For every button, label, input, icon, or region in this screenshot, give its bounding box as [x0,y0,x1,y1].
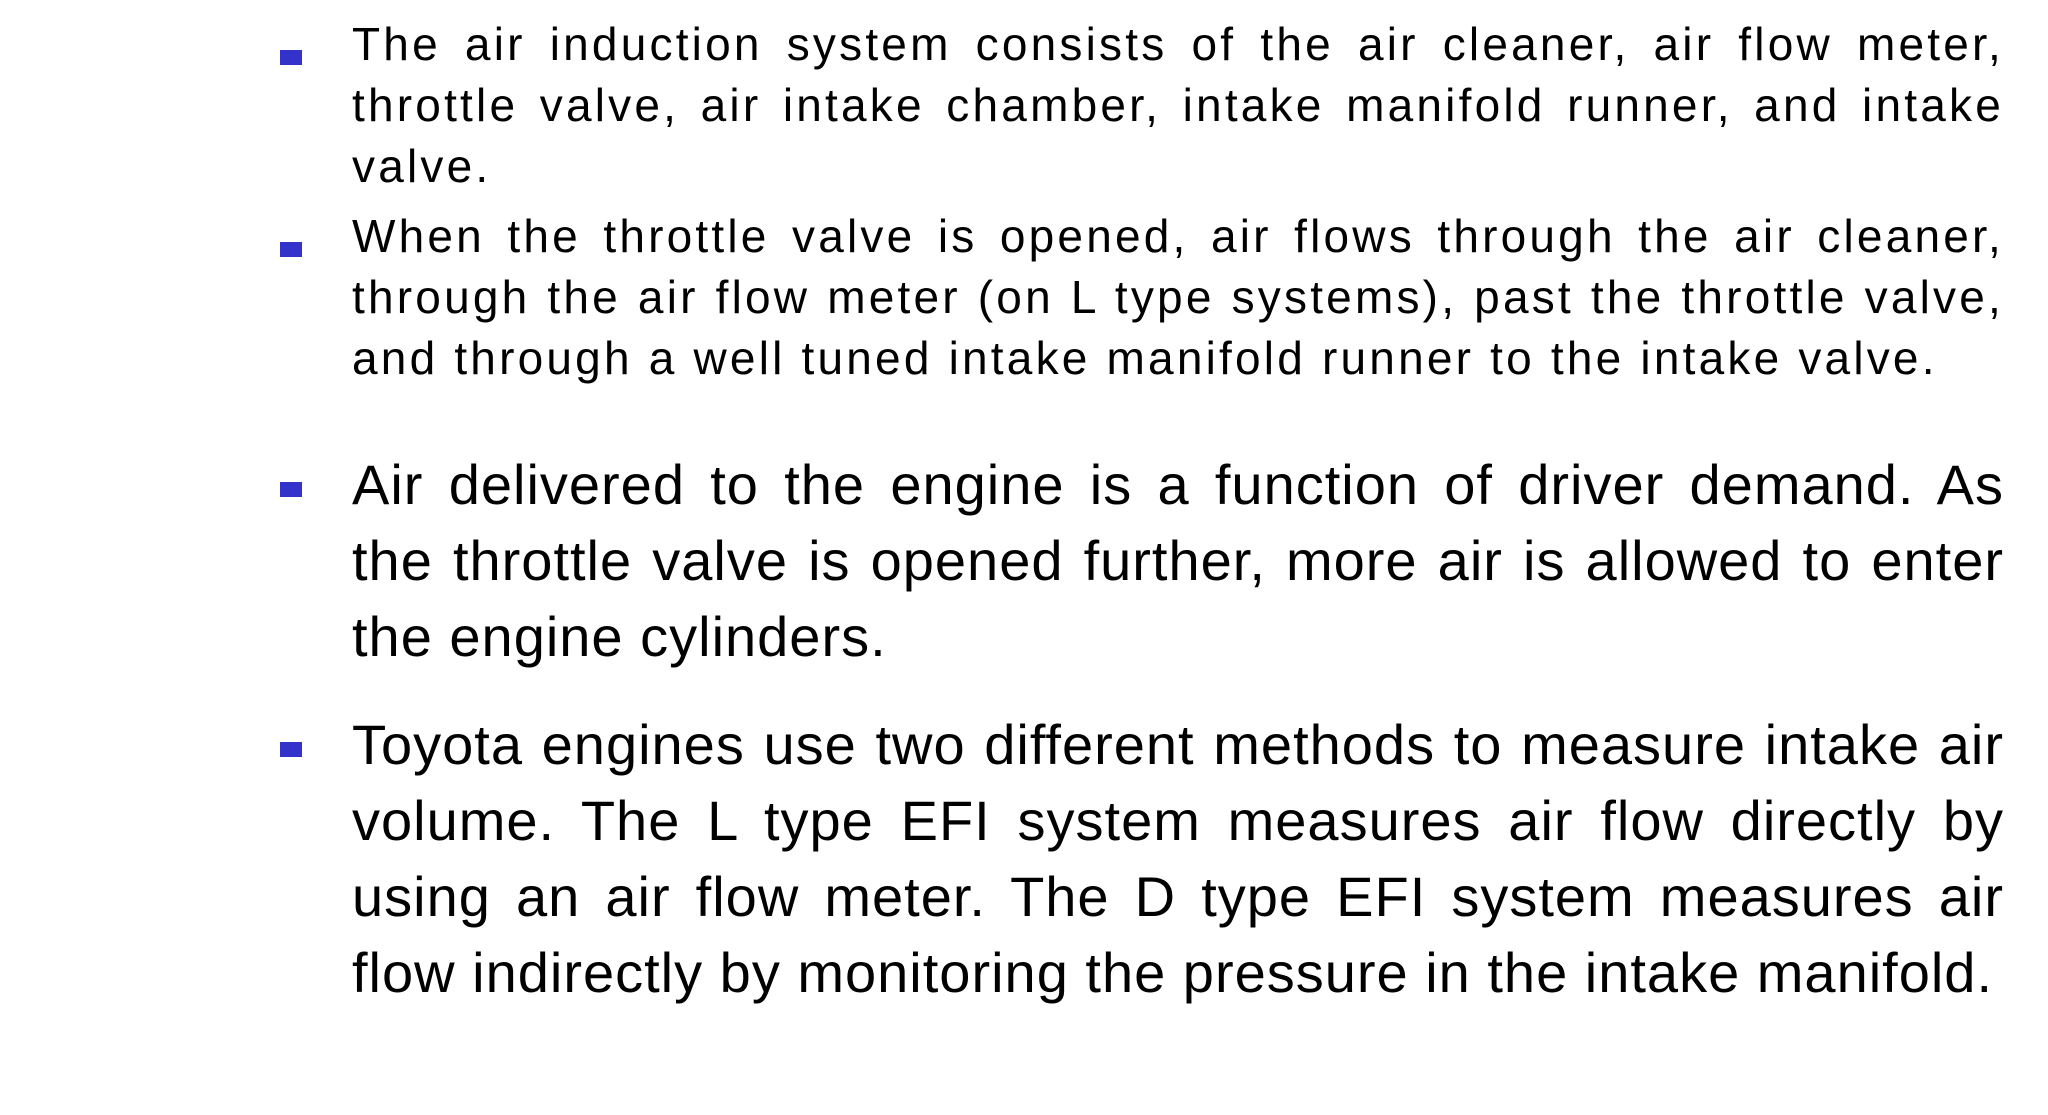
bullet-square-icon [280,50,302,65]
bullet-square-icon [280,742,302,757]
bullet-text: Toyota engines use two different methods to measure intake air volume. The L type EFI system measures air flow directly by using an air flow meter. The D type EFI system measures air flow indirectly by monitoring the pressure in the intake manifold. [352,713,2004,1004]
bullet-square-icon [280,242,302,257]
bullet-square-icon [280,482,302,497]
bullet-text: The air induction system consists of the air cleaner, air flow meter, throttle valve, air intake chamber, intake manifold runner, and intake valve. [352,18,2004,192]
bullet-text: When the throttle valve is opened, air flows through the air cleaner, through the air flow meter (on L type systems), past the throttle valve, and through a well tuned intake manifold runner to the intake valve. [352,210,2004,384]
bullet-text: Air delivered to the engine is a function of driver demand. As the throttle valve is opened further, more air is allowed to enter the engine cylinders. [352,453,2004,668]
